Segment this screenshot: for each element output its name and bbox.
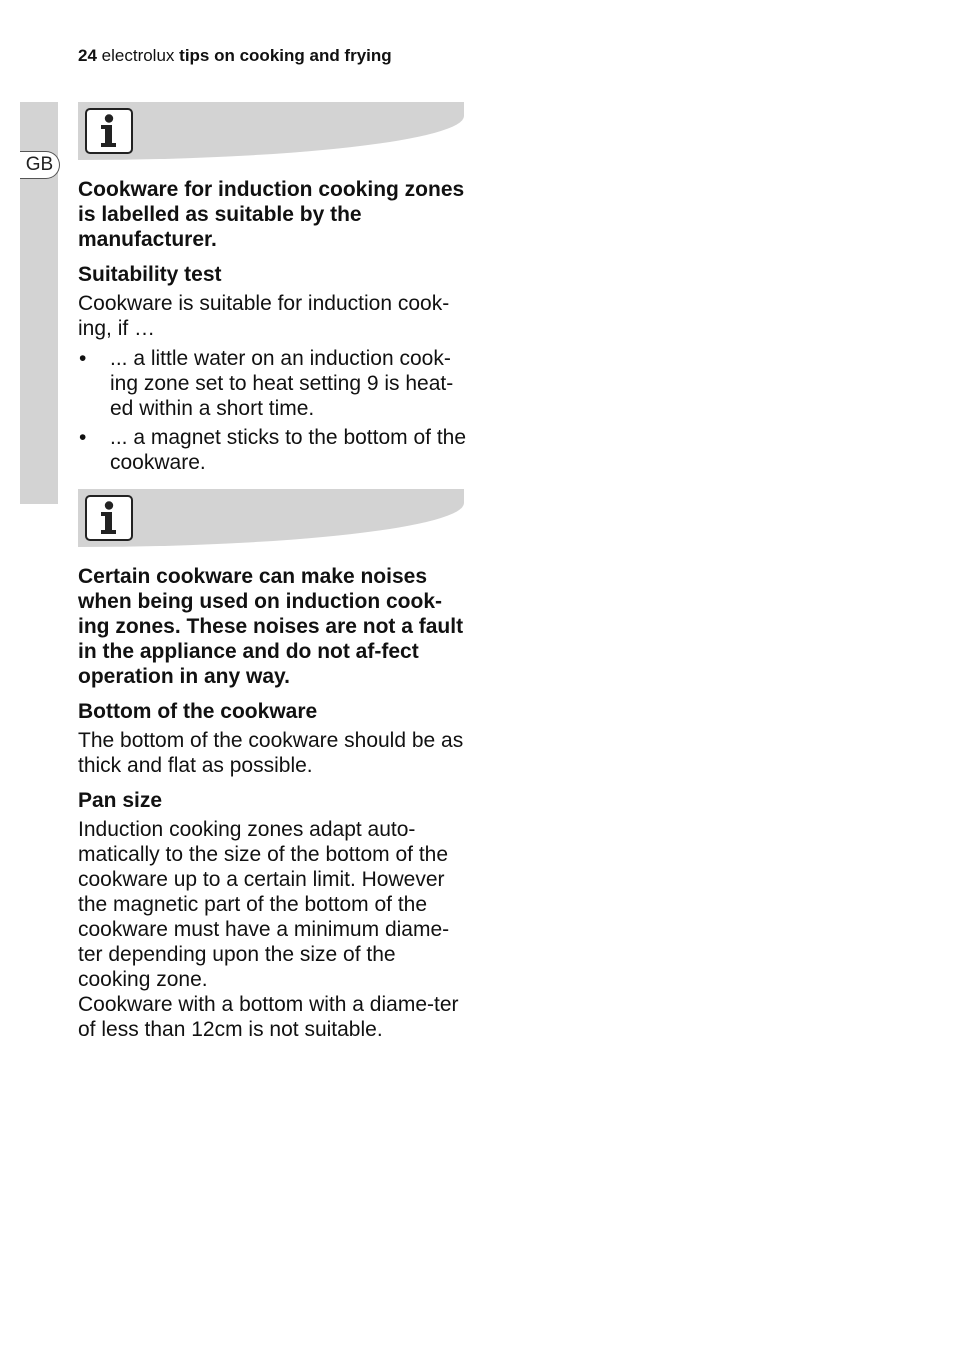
bullet-text: ... a little water on an induction cook-ing zone set to heat setting 9 is heat-ed within a short time. [110, 347, 454, 420]
suitability-list [78, 346, 466, 475]
list-item [78, 425, 466, 475]
info-icon [85, 108, 133, 154]
info-banner [78, 489, 464, 547]
info-icon [85, 495, 133, 541]
induction-note: Cookware for induction cooking zones is labelled as suitable by the manufacturer. [78, 178, 465, 251]
bullet-icon: • [79, 347, 87, 370]
section-title: tips on cooking and frying [179, 46, 392, 65]
noise-note: Certain cookware can make noises when being used on induction cook-ing zones. These noises are not a fault in the appliance and do not af-fect operation in any way. [78, 565, 464, 688]
language-tab: GB [20, 151, 60, 179]
page-header [78, 46, 392, 66]
suitability-intro: Cookware is suitable for induction cook-ing, if … [78, 292, 450, 340]
cookware-noise-section [78, 564, 466, 1042]
bottom-text: The bottom of the cookware should be as thick and flat as possible. [78, 729, 464, 777]
list-item [78, 346, 466, 421]
bottom-heading: Bottom of the cookware [78, 700, 318, 723]
suitability-test-heading: Suitability test [78, 263, 222, 286]
brand-name: electrolux [101, 46, 175, 65]
info-banner [78, 102, 464, 160]
pan-size-heading: Pan size [78, 789, 163, 812]
bullet-icon: • [79, 426, 87, 449]
pan-size-limit-text: Cookware with a bottom with a diame-ter of less than 12cm is not suitable. [78, 993, 459, 1041]
page-number: 24 [78, 46, 97, 65]
bullet-text: ... a magnet sticks to the bottom of the cookware. [110, 426, 467, 474]
pan-size-text: Induction cooking zones adapt auto-matically to the size of the bottom of the cookware up to a certain limit. However the magnetic part of the bottom of the cookware must have a minimum diame-ter depending upon the size of the cooking zone. [78, 818, 450, 991]
cookware-suitability-section [78, 177, 466, 479]
